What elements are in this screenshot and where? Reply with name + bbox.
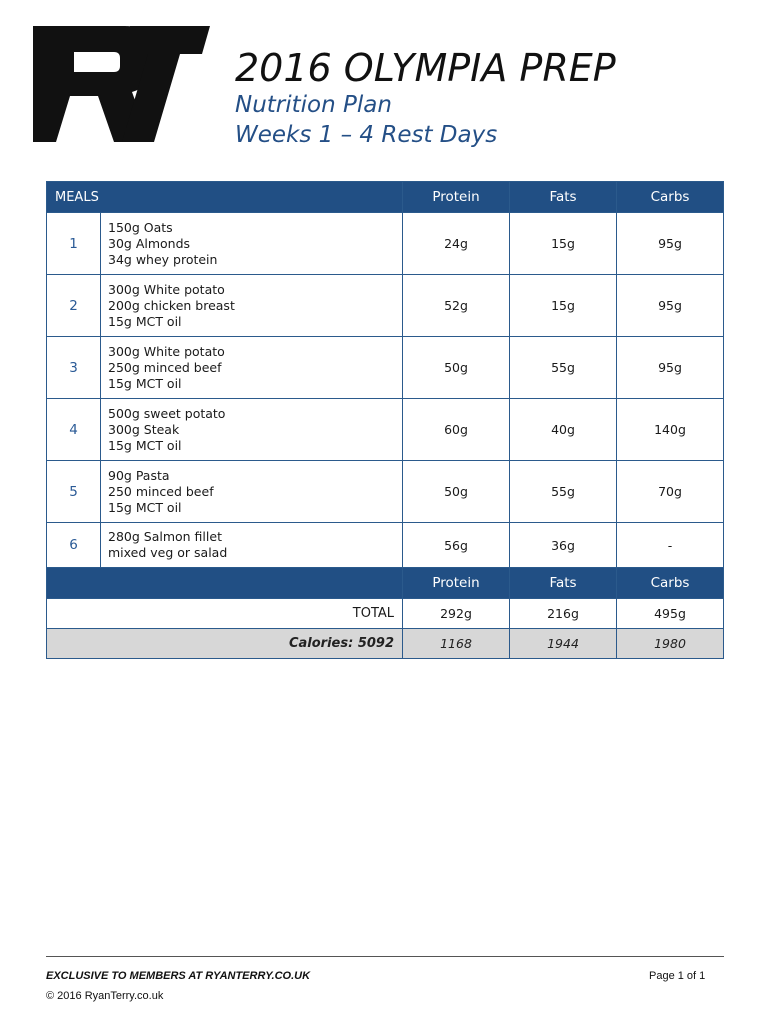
meal-row — [47, 523, 724, 568]
carbs-cell: 70g — [617, 461, 724, 523]
fats-cell: 55g — [510, 337, 617, 399]
meal-foods — [101, 461, 403, 523]
fats-cell: 15g — [510, 275, 617, 337]
meals-header: MEALS — [47, 182, 403, 213]
total-fats: 216g — [510, 599, 617, 629]
food-item: 250 minced beef — [108, 483, 214, 499]
total-row — [47, 599, 724, 629]
food-item: 250g minced beef — [108, 359, 222, 375]
summary-header-blank — [47, 568, 403, 599]
carbs-cell: - — [617, 523, 724, 568]
calories-protein: 1168 — [403, 629, 510, 659]
calories-fats: 1944 — [510, 629, 617, 659]
fats-cell: 15g — [510, 213, 617, 275]
meal-foods — [101, 275, 403, 337]
carbs-cell: 95g — [617, 275, 724, 337]
summary-fats-header: Fats — [510, 568, 617, 599]
fats-cell: 55g — [510, 461, 617, 523]
food-item: 280g Salmon fillet — [108, 529, 222, 544]
protein-cell: 50g — [403, 461, 510, 523]
nutrition-table — [46, 181, 724, 659]
meal-row — [47, 275, 724, 337]
meal-row — [47, 461, 724, 523]
meal-number: 1 — [47, 213, 101, 275]
fats-cell: 40g — [510, 399, 617, 461]
summary-protein-header: Protein — [403, 568, 510, 599]
meal-row — [47, 399, 724, 461]
protein-cell: 52g — [403, 275, 510, 337]
food-item: 30g Almonds — [108, 235, 191, 251]
protein-cell: 50g — [403, 337, 510, 399]
food-item: 300g White potato — [108, 281, 225, 297]
footer-divider — [46, 956, 724, 957]
fats-cell: 36g — [510, 523, 617, 568]
calories-carbs: 1980 — [617, 629, 724, 659]
protein-cell: 24g — [403, 213, 510, 275]
total-label: TOTAL — [47, 599, 403, 629]
food-item: 90g Pasta — [108, 467, 170, 483]
total-protein: 292g — [403, 599, 510, 629]
food-item: 150g Oats — [108, 219, 173, 235]
footer-exclusive-note: EXCLUSIVE TO MEMBERS AT RYANTERRY.CO.UK — [46, 970, 311, 982]
food-item: 15g MCT oil — [108, 437, 182, 453]
carbs-cell: 95g — [617, 213, 724, 275]
carbs-cell: 95g — [617, 337, 724, 399]
food-item: 500g sweet potato — [108, 405, 226, 421]
meal-foods — [101, 213, 403, 275]
page-number: Page 1 of 1 — [649, 970, 706, 982]
protein-cell: 60g — [403, 399, 510, 461]
carbs-header: Carbs — [617, 182, 724, 213]
summary-carbs-header: Carbs — [617, 568, 724, 599]
meal-row — [47, 337, 724, 399]
protein-cell: 56g — [403, 523, 510, 568]
summary-header-row — [47, 568, 724, 599]
meal-number: 2 — [47, 275, 101, 337]
food-item: mixed veg or salad — [108, 545, 228, 560]
food-item: 300g White potato — [108, 343, 225, 359]
calories-label: Calories: 5092 — [47, 629, 403, 659]
meal-number: 5 — [47, 461, 101, 523]
meal-number: 6 — [47, 523, 101, 568]
meal-foods — [101, 337, 403, 399]
food-item: 15g MCT oil — [108, 375, 182, 391]
meal-foods — [101, 523, 403, 568]
food-item: 34g whey protein — [108, 251, 218, 267]
meal-foods — [101, 399, 403, 461]
fats-header: Fats — [510, 182, 617, 213]
meal-number: 3 — [47, 337, 101, 399]
weeks-subtitle: Weeks 1 – 4 Rest Days — [235, 122, 498, 148]
page-subtitle: Nutrition Plan — [235, 92, 392, 118]
meal-row — [47, 213, 724, 275]
food-item: 200g chicken breast — [108, 297, 235, 313]
page-title: 2016 OLYMPIA PREP — [235, 46, 616, 90]
total-carbs: 495g — [617, 599, 724, 629]
carbs-cell: 140g — [617, 399, 724, 461]
food-item: 15g MCT oil — [108, 499, 182, 515]
protein-header: Protein — [403, 182, 510, 213]
calories-row — [47, 629, 724, 659]
food-item: 300g Steak — [108, 421, 180, 437]
copyright-notice: © 2016 RyanTerry.co.uk — [46, 990, 164, 1002]
food-item: 15g MCT oil — [108, 313, 182, 329]
rt-logo — [30, 22, 210, 146]
meal-number: 4 — [47, 399, 101, 461]
table-header-row — [47, 182, 724, 213]
